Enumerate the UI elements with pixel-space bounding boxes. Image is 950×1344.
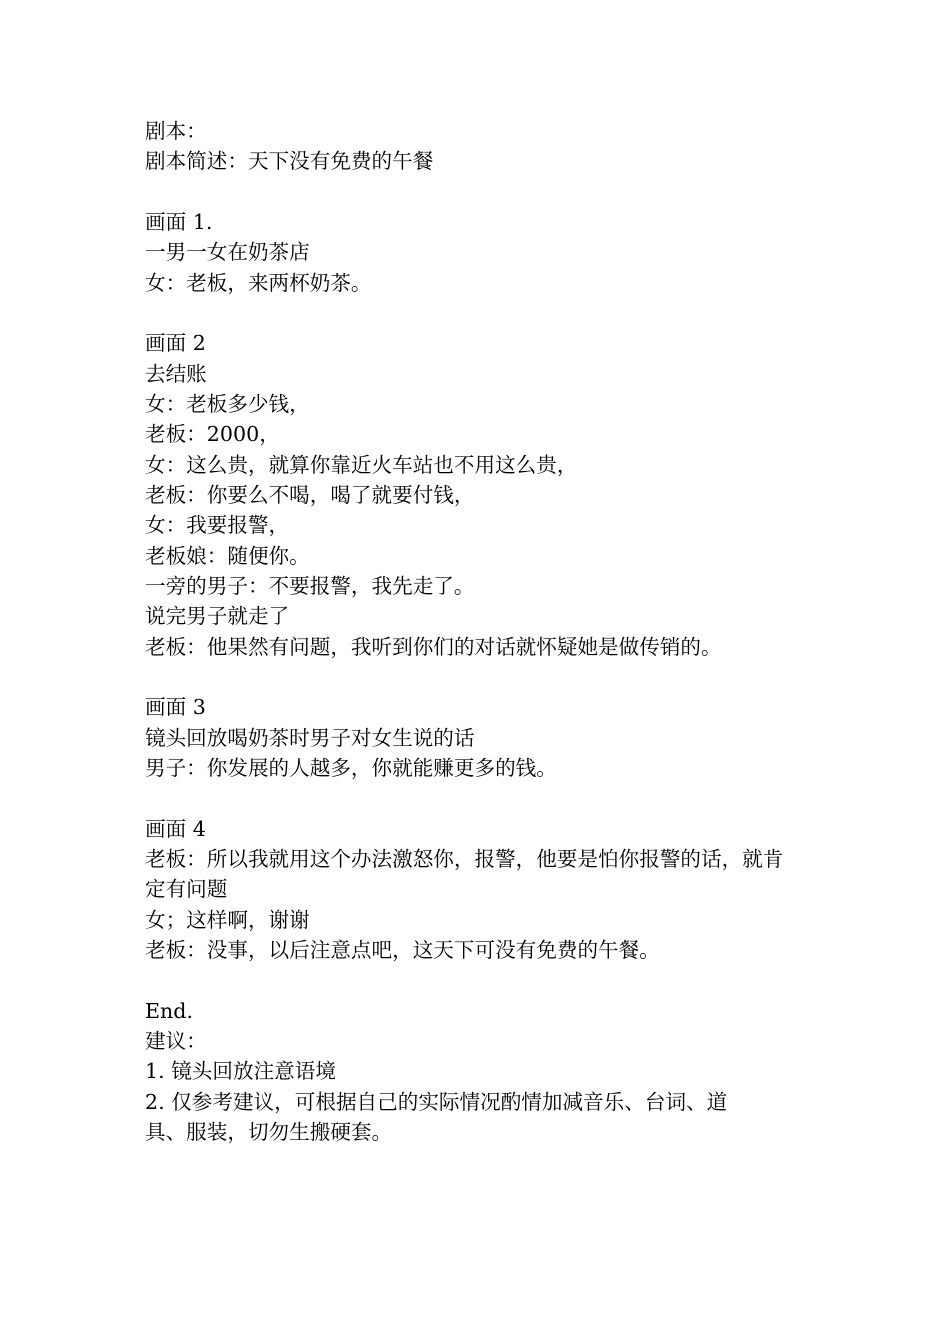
document-body bbox=[145, 116, 925, 1147]
synopsis: 剧本简述：天下没有免费的午餐 bbox=[145, 149, 434, 174]
scene-heading: 画面 4 bbox=[145, 816, 206, 841]
header-block bbox=[145, 116, 925, 177]
dialogue-line: 女：老板多少钱， bbox=[145, 391, 310, 416]
dialogue-line: 女：这么贵，就算你靠近火车站也不用这么贵， bbox=[145, 452, 578, 477]
scene-2 bbox=[145, 328, 925, 662]
dialogue-line: 老板：没事，以后注意点吧，这天下可没有免费的午餐。 bbox=[145, 937, 660, 962]
scene-3 bbox=[145, 692, 925, 783]
scene-line: 去结账 bbox=[145, 361, 207, 386]
dialogue-line-continued: 定有问题 bbox=[145, 877, 228, 902]
scene-line: 一男一女在奶茶店 bbox=[145, 240, 310, 265]
scene-1 bbox=[145, 207, 925, 298]
dialogue-line: 女：我要报警， bbox=[145, 513, 290, 538]
dialogue-line: 女：老板，来两杯奶茶。 bbox=[145, 270, 372, 295]
dialogue-line: 一旁的男子：不要报警，我先走了。 bbox=[145, 573, 475, 598]
dialogue-line: 老板：你要么不喝，喝了就要付钱， bbox=[145, 482, 475, 507]
ending-block bbox=[145, 996, 925, 1148]
page-title: 剧本： bbox=[145, 119, 207, 143]
scene-heading: 画面 1. bbox=[145, 209, 213, 234]
suggestion-item-continued: 具、服装，切勿生搬硬套。 bbox=[145, 1119, 393, 1144]
dialogue-line: 老板娘：随便你。 bbox=[145, 543, 310, 568]
suggestion-item: 1. 镜头回放注意语境 bbox=[145, 1059, 336, 1084]
suggestion-item: 2. 仅参考建议，可根据自己的实际情况酌情加减音乐、台词、道 bbox=[145, 1089, 728, 1114]
scene-line: 镜头回放喝奶茶时男子对女生说的话 bbox=[145, 725, 475, 750]
dialogue-line: 老板：2000， bbox=[145, 422, 280, 447]
suggestions-heading: 建议： bbox=[145, 1028, 207, 1053]
scene-heading: 画面 2 bbox=[145, 331, 206, 356]
end-marker: End. bbox=[145, 998, 194, 1023]
dialogue-line: 女；这样啊，谢谢 bbox=[145, 907, 310, 932]
scene-heading: 画面 3 bbox=[145, 695, 206, 720]
scene-4 bbox=[145, 814, 925, 966]
dialogue-line: 男子：你发展的人越多，你就能赚更多的钱。 bbox=[145, 755, 557, 780]
dialogue-line: 老板：所以我就用这个办法激怒你，报警，他要是怕你报警的话，就肯 bbox=[145, 846, 784, 871]
dialogue-line: 老板：他果然有问题，我听到你们的对话就怀疑她是做传销的。 bbox=[145, 634, 722, 659]
scene-line: 说完男子就走了 bbox=[145, 604, 290, 629]
